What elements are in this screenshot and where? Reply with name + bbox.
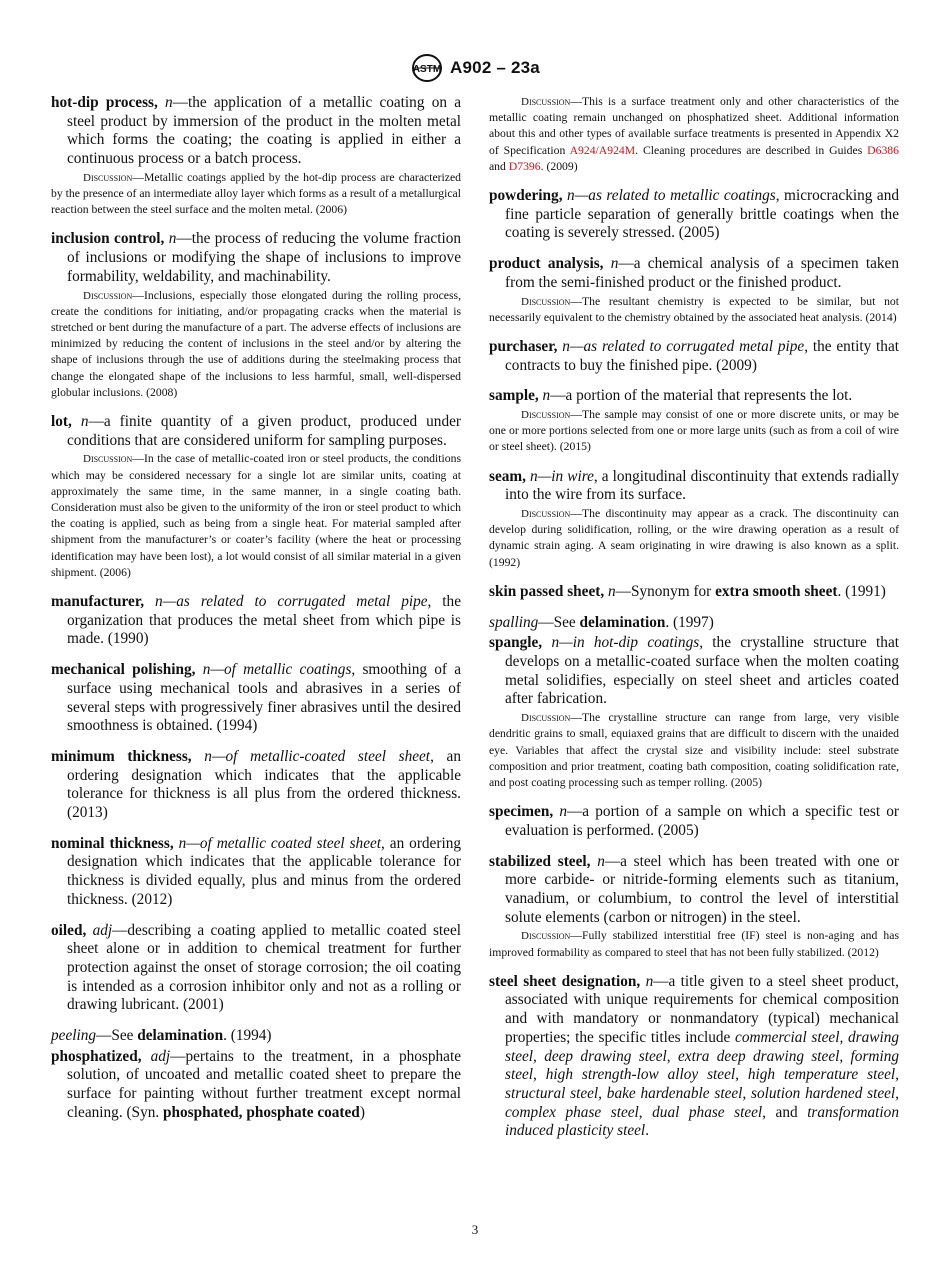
discussion-text: . (2009) [540,159,578,173]
page-header [0,52,950,84]
definition [489,853,899,928]
entry-sample [489,387,899,455]
synonym: phosphated, phosphate coated [163,1103,360,1121]
entry-nominal-thickness [51,835,461,910]
qualifier: —in wire [537,467,594,485]
part-of-speech: n [80,412,89,430]
entry-stabilized-steel [489,853,899,961]
discussion-text: —In the case of metallic-coated iron or steel products, the conditions which may be considered necessary for a single lot are similar units, coating at approximately the same time, in the same manner, in a single coating bath. Consideration must also be given to the uniformity of the iron or steel product to which the coating is applied, such as being from a single heat. For material sampled after shipment from the manufacturer’s or coater’s facility (where the heat or processing identification may have been lost), a lot would consist of all similar material in a given shipment. (2006) [51,452,461,579]
part-of-speech: adj [92,921,113,939]
definition [489,973,899,1141]
logo-text: ASTM [412,64,442,75]
definition-text: —pertains to the treatment, in a phosphate solution, of uncoated and metallic coated sheet to prepare the surface for painting without further treatment except normal cleaning. (Syn. [67,1047,461,1121]
designation-title-trip: transformation induced plasticity steel [505,1103,899,1140]
see-text: —See [538,613,580,631]
discussion-text: —Inclusions, especially those elongated during the rolling process, create the conditions for initiating, and/or propagating cracks when the material is stretched or bent during the manufacture of a part. The adverse effects of inclusions are minimized by reducing the content of inclusions in the steel and/or by altering the shape of inclusions through the use of additions during the steelmaking process that change the elongated shape of the inclusions to less harmful, small, well-dispersed globular inclusions. (2008) [51,288,461,399]
definition-text: —a steel which has been treated with one or more carbide- or nitride-forming elements such as titanium, vanadium, or columbium, to control the level of interstitial solute elements (carbon or nitrogen) in the steel. [505,852,899,926]
definition [51,1027,461,1046]
entry-spangle [489,634,899,791]
term: product analysis, [489,255,604,273]
separator: , and [762,1103,808,1121]
year: . (1994) [223,1027,272,1045]
part-of-speech: n [608,582,616,600]
term: steel sheet designation, [489,972,641,990]
link-d7396[interactable]: D7396 [508,159,541,173]
discussion [489,710,899,791]
definition [489,634,899,709]
definition-text: , microcracking and fine particle separation of generally brittle coatings when the coating is severely stressed. (2005) [505,187,899,242]
entry-spalling [489,614,899,633]
discussion-label: Discussion [83,289,133,302]
part-of-speech: n [178,834,187,852]
term: mechanical polishing, [51,661,196,679]
discussion-text: —This is a surface treatment only and other characteristics of the metallic coating remain unchanged on phosphatized sheet. Additional information about this and other types of available surface treatments is presented in Appendix X2 of Specification [489,95,899,157]
entry-lot [51,413,461,581]
term: purchaser, [489,337,558,355]
part-of-speech: n [204,747,212,765]
part-of-speech: n [610,255,619,273]
designation-titles: commercial steel, drawing steel, deep drawing steel, extra deep drawing steel, forming steel, high strength-low alloy steel, high temperature steel, structural steel, bake hardenable steel, solution hardened steel, complex phase steel [505,1028,899,1121]
discussion-text: —Fully stabilized interstitial free (IF) steel is non-aging and has improved formability as compared to steel that has not been fully stabilized. (2012) [489,929,899,959]
entry-purchaser [489,338,899,375]
part-of-speech: n [559,803,567,821]
term: spalling [489,613,539,631]
left-column [51,94,461,1135]
definition [489,338,899,375]
discussion-label: Discussion [521,409,571,422]
term: inclusion control, [51,230,165,248]
synonym: extra smooth sheet [715,582,838,600]
definition [489,583,899,602]
discussion-text: —The discontinuity may appear as a crack. The discontinuity can develop during solidification, rolling, or the wire drawing operation as a result of dynamic strain aging. A seam originating in wire drawing is also known as a split. (1992) [489,507,899,569]
term: peeling [51,1027,97,1045]
definition-text: —a portion of the material that represents the lot. [550,387,853,405]
entry-inclusion-control [51,230,461,401]
entry-product-analysis [489,255,899,326]
term: hot-dip process, [51,94,158,111]
discussion-label: Discussion [521,96,571,108]
definition [51,230,461,286]
entry-seam [489,468,899,571]
entry-skin-passed-sheet [489,583,899,602]
astm-logo-icon [410,53,444,83]
entry-powdering [489,187,899,243]
part-of-speech: n [165,94,173,111]
discussion-label: Discussion [521,930,571,943]
discussion [489,506,899,571]
qualifier: —of metallic coatings [210,661,352,679]
definition-text: , a longitudinal discontinuity that extends radially into the wire from its surface. [505,467,900,504]
term: lot, [51,412,72,430]
year: . (1991) [837,582,886,600]
link-a924[interactable]: A924/A924M [569,143,636,157]
part-of-speech: adj [150,1047,171,1065]
term: oiled, [51,921,87,939]
definition [489,255,899,292]
entry-oiled [51,922,461,1016]
qualifier: —as related to corrugated metal pipe [569,337,805,355]
definition-text: —the application of a metallic coating on a steel product by immersion of the product in the molten metal which forms the coating; the coating is applied in either a continuous process or a batch process. [67,94,461,168]
part-of-speech: n [597,852,605,870]
definition-text: —a portion of a sample on which a specific test or evaluation is performed. (2005) [505,803,899,839]
entry-mechanical-polishing [51,661,461,736]
term: minimum thickness, [51,747,192,765]
entry-specimen [489,803,899,840]
term: specimen, [489,803,554,821]
period: . [645,1122,650,1140]
definition [489,614,899,633]
discussion [489,94,899,175]
discussion-text: and [489,159,509,173]
part-of-speech: n [530,467,538,485]
discussion [51,170,461,219]
qualifier: —in hot-dip coatings [559,634,700,652]
definition [51,94,461,169]
definition-text: —describing a coating applied to metallic coated steel sheet alone or in addition to chemical treatment for further protection against the onset of storage corrosion; the oil coating is intended as a corrosion inhibitor only and not as a rolling or drawing lubricant. (2001) [67,921,461,1014]
part-of-speech: n [567,187,575,205]
document-designation: A902 – 23a [450,58,540,77]
link-d6386[interactable]: D6386 [867,143,899,157]
entry-hot-dip-process [51,94,461,218]
discussion-text: —The sample may consist of one or more discrete units, or may be one or more portions selected from one or more large units (such as from a coil of wire or steel sheet). (2015) [489,408,899,454]
definition-text: , an ordering designation which indicates that the applicable tolerance for thickness is divided equally, plus and minus from the ordered thickness. (2012) [67,834,461,908]
entry-minimum-thickness [51,748,461,823]
see-text: —See [96,1027,138,1045]
part-of-speech: n [202,661,211,679]
entry-peeling [51,1027,461,1046]
discussion [489,294,899,326]
qualifier: —as related to metallic coatings [574,187,776,205]
term: nominal thickness, [51,834,174,852]
right-column [489,94,899,1153]
term: manufacturer, [51,592,145,610]
definition [51,413,461,450]
discussion [51,451,461,581]
discussion [51,288,461,401]
definition-text: —a chemical analysis of a specimen taken from the semi-finished product or the finished product. [505,255,899,291]
definition [51,593,461,649]
definition-text: , smoothing of a surface using mechanical tools and abrasives in a series of several steps with progressively finer abrasives until the desired smoothness is obtained. (1994) [67,661,461,735]
qualifier: —of metallic-coated steel sheet [211,747,431,765]
part-of-speech: n [155,592,163,610]
definition [51,1048,461,1123]
definition-text: , the organization that produces the metal sheet from which pipe is made. (1990) [67,592,461,648]
definition-text: —a title given to a steel sheet product, associated with unique requirements for chemical composition and with mandatory or nonmandatory (typical) mechanical properties; the specific titles include [505,972,899,1046]
definition [51,661,461,736]
cross-reference: delamination [137,1027,224,1045]
cross-reference: delamination [579,613,666,631]
entry-manufacturer [51,593,461,649]
definition-text: , the crystalline structure that develops on a metallic-coated surface when the molten coating metal solidifies, especially on steel sheet and articles coated after fabrication. [505,634,899,708]
part-of-speech: n [168,230,177,248]
entry-phosphatized [51,1048,461,1123]
discussion-label: Discussion [521,712,571,725]
definition-text: —the process of reducing the volume fraction of inclusions or modifying the shape of inclusions to improve formability, weldability, and machinability. [67,230,462,285]
part-of-speech: n [542,387,551,405]
year: . (1997) [665,613,714,631]
term: powdering, [489,187,563,205]
separator: , [638,1103,653,1121]
definition [489,387,899,406]
term: skin passed sheet, [489,582,605,600]
designation-title-dual-phase: dual phase steel [652,1103,763,1121]
definition [489,468,899,505]
discussion-label: Discussion [83,453,133,466]
term: sample, [489,387,539,405]
page-number: 3 [471,1222,479,1237]
definition [51,748,461,823]
term: seam, [489,467,526,485]
definition-text: , an ordering designation which indicates that the applicable tolerance for thickness is all plus from the ordered thickness. (2013) [67,747,461,822]
definition-text: —Synonym for [615,582,716,600]
definition [51,922,461,1016]
definition [489,187,899,243]
definition [51,835,461,910]
discussion-text: —The crystalline structure can range from large, very visible dendritic grains to small, equiaxed grains that are difficult to discern with the unaided eye. Variables that affect the crystal size and visibility include: steel substrate composition and prior treatment, coating bath composition, coating solidification rate, and post coating processing such as temper rolling. (2005) [489,711,899,789]
part-of-speech: n [645,972,654,990]
discussion-label: Discussion [521,508,571,521]
definition [489,803,899,840]
discussion [489,928,899,960]
closing-paren: ) [359,1103,365,1121]
term: phosphatized, [51,1047,142,1065]
discussion-label: Discussion [83,171,133,184]
definition-text: —a finite quantity of a given product, produced under conditions that are considered uniform for sampling purposes. [67,412,461,449]
discussion-text: —The resultant chemistry is expected to be similar, but not necessarily equivalent to the chemistry obtained by the associated heat analysis. (2014) [489,294,899,324]
entry-steel-sheet-designation [489,973,899,1141]
qualifier: —as related to corrugated metal pipe [162,592,428,610]
discussion-text: —Metallic coatings applied by the hot-dip process are characterized by the presence of an intermediate alloy layer which forms as a result of a metallurgical reaction between the steel surface and the molten metal. (2006) [51,170,461,217]
discussion-text: . Cleaning procedures are described in Guides [635,143,868,157]
part-of-speech: n [551,634,560,652]
entry-phosphatized-discussion [489,94,899,175]
discussion-label: Discussion [521,295,571,308]
definition-text: , the entity that contracts to buy the finished pipe. (2009) [505,337,899,374]
discussion [489,407,899,456]
term: spangle, [489,634,543,652]
term: stabilized steel, [489,852,591,870]
qualifier: —of metallic coated steel sheet [186,834,382,852]
part-of-speech: n [562,337,570,355]
